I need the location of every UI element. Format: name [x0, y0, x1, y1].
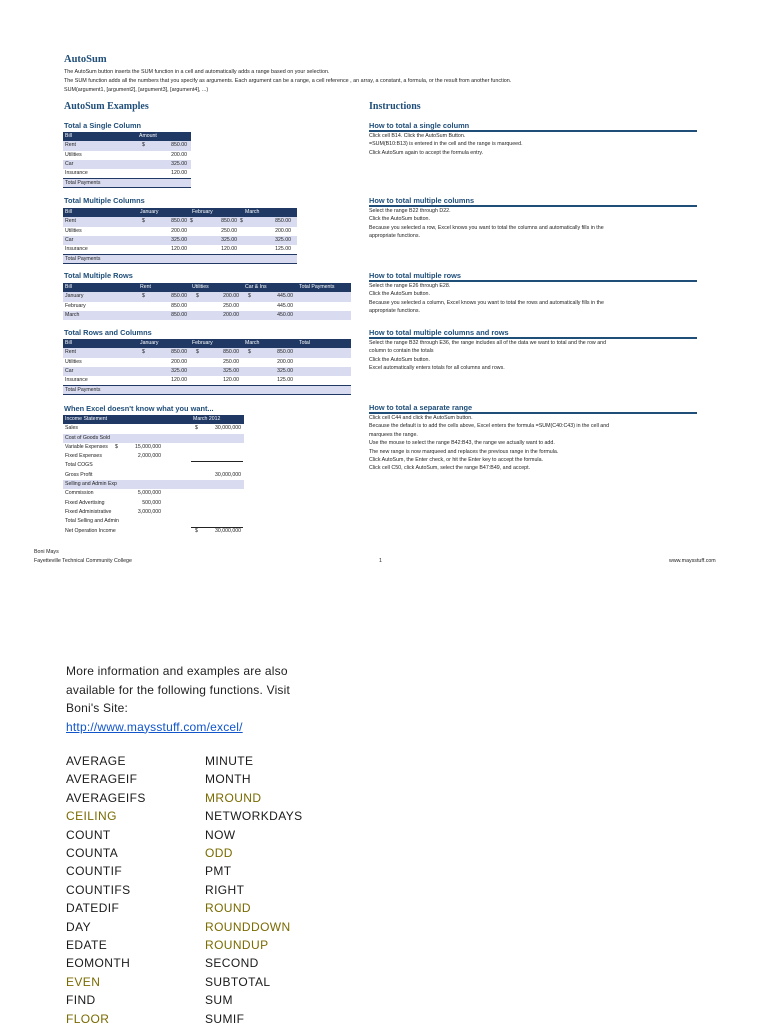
- instruction-line: Click the AutoSum button.: [369, 291, 430, 298]
- function-name: AVERAGEIFS: [66, 790, 146, 805]
- sum-rule: [191, 527, 243, 528]
- function-name: SECOND: [205, 956, 259, 971]
- function-name: FIND: [66, 993, 96, 1008]
- instruction-line: Because you selected a column, Excel knows you want to total the rows and automatically fills in the: [369, 299, 604, 306]
- header-cell: March 2012: [193, 416, 221, 422]
- function-name: DATEDIF: [66, 901, 120, 916]
- row-value: 5,000,000: [137, 490, 161, 497]
- function-name: CEILING: [66, 809, 117, 824]
- row-value: 30,000,000: [215, 471, 241, 478]
- function-name: PMT: [205, 864, 232, 879]
- footer-page-number: 1: [379, 558, 382, 564]
- multiple-columns-table: [63, 208, 297, 264]
- instruction-heading: How to total a single column: [369, 121, 470, 130]
- row-value: 2,000,000: [137, 453, 161, 460]
- function-name: AVERAGE: [66, 754, 126, 768]
- dollar-sign: $: [142, 142, 145, 149]
- row-label: Net Operation Income: [65, 527, 116, 534]
- function-name: NOW: [205, 827, 236, 842]
- function-name: SUBTOTAL: [205, 974, 271, 989]
- table-row: [63, 169, 191, 178]
- income-row: [63, 424, 244, 433]
- row-value: 250.00: [223, 358, 239, 365]
- row-value: 200.00: [275, 227, 291, 234]
- row-label: Car: [65, 367, 74, 374]
- intro-text: [64, 68, 511, 95]
- section-heading: Total Multiple Rows: [64, 271, 133, 280]
- row-value: 200.00: [223, 311, 239, 318]
- table-header-row: [63, 132, 191, 141]
- dollar-sign: $: [248, 349, 251, 356]
- row-label: Insurance: [65, 170, 88, 177]
- instruction-line: Use the mouse to select the range B42:B43, the range we actually want to add.: [369, 440, 555, 447]
- function-name: EVEN: [66, 974, 101, 989]
- header-cell: February: [192, 209, 213, 215]
- dollar-sign: $: [196, 293, 199, 300]
- total-label: Total Payments: [65, 256, 101, 263]
- row-label: Insurance: [65, 246, 88, 253]
- header-cell: Total: [299, 340, 310, 346]
- function-list-column-2: [205, 752, 303, 1024]
- function-name: MROUND: [205, 790, 262, 805]
- dollar-sign: $: [195, 527, 198, 534]
- sum-rule: [191, 461, 243, 462]
- row-value: 120.00: [223, 377, 239, 384]
- table-header-row: [63, 283, 351, 292]
- table-row: [63, 151, 191, 160]
- more-info-block: [66, 662, 290, 736]
- income-row: [63, 434, 244, 443]
- row-label: Car: [65, 236, 74, 243]
- income-row: [63, 461, 244, 470]
- header-cell: January: [140, 340, 159, 346]
- dollar-sign: $: [142, 349, 145, 356]
- row-value: 325.00: [223, 367, 239, 374]
- doc-title: AutoSum: [64, 54, 107, 65]
- instruction-line: =SUM(B10:B13) is entered in the cell and the range is marqueed.: [369, 141, 523, 148]
- table-row: [63, 236, 297, 245]
- function-name: RIGHT: [205, 882, 245, 897]
- instruction-line: appropriate functions.: [369, 308, 420, 315]
- section-heading: Total Rows and Columns: [64, 328, 152, 337]
- row-value: 445.00: [277, 293, 293, 300]
- instruction-steps: [369, 339, 697, 373]
- instruction-line: Click cell B14. Click the AutoSum Button.: [369, 133, 466, 139]
- row-value: 325.00: [171, 160, 187, 167]
- row-value: 125.00: [277, 377, 293, 384]
- instruction-steps: [369, 207, 697, 241]
- row-value: 120.00: [171, 170, 187, 177]
- total-row: [63, 254, 297, 263]
- table-row: [63, 302, 351, 311]
- function-name: ODD: [205, 846, 233, 861]
- row-value: 325.00: [171, 367, 187, 374]
- function-name: MINUTE: [205, 754, 254, 768]
- dollar-sign: $: [142, 218, 145, 225]
- instruction-line: Click cell C50, click AutoSum, select the range B47:B49, and accept.: [369, 465, 531, 472]
- row-label: Utilities: [65, 227, 82, 234]
- row-value: 125.00: [275, 246, 291, 253]
- row-value: 250.00: [221, 227, 237, 234]
- row-value: 325.00: [275, 236, 291, 243]
- dollar-sign: $: [190, 218, 193, 225]
- row-value: 325.00: [277, 367, 293, 374]
- function-name: EDATE: [66, 938, 108, 953]
- row-label: Fixed Expenses: [65, 453, 102, 460]
- total-label: Total Payments: [65, 387, 101, 394]
- row-label: Insurance: [65, 377, 88, 384]
- row-value: 30,000,000: [215, 425, 241, 432]
- row-value: 325.00: [221, 236, 237, 243]
- row-value: 15,000,000: [135, 443, 161, 450]
- header-cell: Total Payments: [299, 284, 335, 290]
- header-cell: March: [245, 340, 260, 346]
- row-value: 850.00: [171, 218, 187, 225]
- instruction-line: Select the range B32 through E36, the range includes all of the data we want to total and the row and: [369, 340, 607, 346]
- function-name: SUMIF: [205, 1011, 245, 1024]
- section-heading: Total a Single Column: [64, 121, 142, 130]
- row-label: February: [65, 302, 86, 309]
- income-row: [63, 452, 244, 461]
- row-label: Utilities: [65, 151, 82, 158]
- dollar-sign: $: [195, 425, 198, 432]
- income-rows: [63, 424, 244, 536]
- instruction-line: Excel automatically enters totals for all columns and rows.: [369, 365, 505, 372]
- footer-author: Boni Mays: [34, 549, 59, 555]
- income-row: [63, 499, 244, 508]
- instruction-line: Click the AutoSum button.: [369, 216, 430, 223]
- row-label: Selling and Admin Exp: [65, 481, 117, 488]
- income-statement-table: [63, 415, 244, 536]
- header-cell: Income Statement: [65, 416, 108, 422]
- row-value: 850.00: [171, 293, 187, 300]
- instruction-steps: [369, 282, 697, 316]
- function-name: COUNTIFS: [66, 882, 131, 897]
- table-row: [63, 245, 297, 254]
- instruction-line: Because the default is to add the cells above, Excel enters the formula =SUM(C40:C43) in the cell and: [369, 423, 610, 430]
- instruction-heading: How to total multiple columns: [369, 196, 475, 205]
- row-value: 120.00: [171, 246, 187, 253]
- function-name: AVERAGEIF: [66, 772, 138, 787]
- table-header-row: [63, 415, 244, 424]
- instruction-block: [369, 196, 697, 241]
- row-value: 850.00: [221, 218, 237, 225]
- instruction-steps: [369, 132, 697, 157]
- row-label: Utilities: [65, 358, 82, 365]
- table-row: [63, 292, 351, 301]
- footer-site: www.maysstuff.com: [669, 558, 716, 564]
- table-row: [63, 311, 351, 320]
- function-name: FLOOR: [66, 1011, 110, 1024]
- header-cell: Bill: [65, 133, 72, 139]
- single-column-table: [63, 132, 191, 188]
- row-value: 850.00: [275, 218, 291, 225]
- function-name: COUNTA: [66, 846, 119, 861]
- header-cell: February: [192, 340, 213, 346]
- function-name: COUNTIF: [66, 864, 123, 879]
- dollar-sign: $: [142, 293, 145, 300]
- function-name: COUNT: [66, 827, 111, 842]
- instruction-heading: How to total multiple rows: [369, 271, 461, 280]
- intro-line: SUM(argument1, [argument2], [argument3], [argument4], ...): [64, 87, 209, 93]
- income-row: [63, 517, 244, 526]
- function-name: DAY: [66, 919, 91, 934]
- header-cell: Bill: [65, 284, 72, 290]
- more-info-line: Boni's Site:: [66, 701, 129, 715]
- function-name: NETWORKDAYS: [205, 809, 303, 824]
- examples-heading: AutoSum Examples: [64, 101, 149, 112]
- total-row: [63, 178, 191, 187]
- dollar-sign: $: [196, 349, 199, 356]
- row-value: 30,000,000: [215, 527, 241, 534]
- row-label: Total Selling and Admin: [65, 518, 119, 525]
- row-label: Commission: [65, 490, 94, 497]
- row-label: Rent: [65, 218, 76, 225]
- instruction-line: column to contain the totals: [369, 348, 434, 355]
- row-label: Rent: [65, 349, 76, 356]
- row-value: 200.00: [171, 358, 187, 365]
- income-row: [63, 489, 244, 498]
- table-row: [63, 367, 351, 376]
- instruction-line: Select the range B22 through D22.: [369, 208, 451, 214]
- total-row: [63, 385, 351, 394]
- row-label: Cost of Goods Sold: [65, 434, 110, 441]
- instruction-line: The new range is now marqueed and replaces the previous range in the formula.: [369, 448, 559, 455]
- header-cell: Car & Ins: [245, 284, 267, 290]
- multiple-rows-table: [63, 283, 351, 320]
- table-row: [63, 141, 191, 150]
- dollar-sign: $: [248, 293, 251, 300]
- header-cell: Utilities: [192, 284, 209, 290]
- instruction-block: [369, 271, 697, 316]
- table-header-row: [63, 339, 351, 348]
- table-row: [63, 217, 297, 226]
- intro-line: The AutoSum button inserts the SUM function in a cell and automatically adds a range based on your selection.: [64, 69, 330, 75]
- row-label: Variable Expenses: [65, 443, 108, 450]
- row-value: 445.00: [277, 302, 293, 309]
- instruction-line: Click AutoSum again to accept the formula entry.: [369, 149, 484, 156]
- instruction-line: marquees the range.: [369, 431, 418, 438]
- instructions-heading: Instructions: [369, 101, 421, 112]
- row-value: 850.00: [171, 349, 187, 356]
- row-value: 325.00: [171, 236, 187, 243]
- row-value: 850.00: [171, 142, 187, 149]
- instruction-heading: How to total multiple columns and rows: [369, 328, 509, 337]
- table-row: [63, 160, 191, 169]
- table-row: [63, 358, 351, 367]
- footer-college: Fayetteville Technical Community College: [34, 558, 132, 564]
- more-info-line: available for the following functions. Visit: [66, 682, 291, 697]
- row-label: Car: [65, 160, 74, 167]
- instruction-line: Click AutoSum, the Enter check, or hit the Enter key to accept the formula.: [369, 457, 543, 464]
- income-row: [63, 443, 244, 452]
- row-label: Fixed Advertising: [65, 499, 105, 506]
- section-heading: When Excel doesn't know what you want...: [64, 404, 214, 413]
- row-value: 200.00: [277, 358, 293, 365]
- instruction-steps: [369, 414, 697, 473]
- header-cell: Bill: [65, 340, 72, 346]
- row-value: 850.00: [223, 349, 239, 356]
- header-cell: January: [140, 209, 159, 215]
- site-link[interactable]: http://www.maysstuff.com/excel/: [66, 719, 243, 734]
- function-name: MONTH: [205, 772, 251, 787]
- income-row: [63, 480, 244, 489]
- header-cell: Amount: [139, 133, 157, 139]
- row-value: 200.00: [171, 227, 187, 234]
- row-label: January: [65, 293, 84, 300]
- instruction-line: Click the AutoSum button.: [369, 356, 430, 363]
- row-value: 3,000,000: [137, 508, 161, 515]
- function-list-column-1: [66, 752, 146, 1024]
- rows-and-columns-table: [63, 339, 351, 395]
- function-name: ROUNDDOWN: [205, 919, 291, 934]
- table-row: [63, 348, 351, 357]
- row-label: Gross Profit: [65, 471, 93, 478]
- row-value: 200.00: [171, 151, 187, 158]
- dollar-sign: $: [115, 443, 118, 450]
- row-value: 120.00: [221, 246, 237, 253]
- income-row: [63, 527, 244, 536]
- function-name: EOMONTH: [66, 956, 131, 971]
- instruction-heading: How to total a separate range: [369, 403, 473, 412]
- row-value: 850.00: [277, 349, 293, 356]
- header-cell: March: [245, 209, 260, 215]
- function-name: ROUND: [205, 901, 251, 916]
- header-cell: Rent: [140, 284, 151, 290]
- function-name: SUM: [205, 993, 233, 1008]
- income-row: [63, 471, 244, 480]
- dollar-sign: $: [240, 218, 243, 225]
- row-value: 850.00: [171, 311, 187, 318]
- total-label: Total Payments: [65, 180, 101, 187]
- intro-line: The SUM function adds all the numbers that you specify as arguments. Each argument can be a range, a cell reference , an array, a constant, a formula, or the result from another function.: [64, 78, 512, 84]
- instruction-line: appropriate functions.: [369, 233, 420, 240]
- table-header-row: [63, 208, 297, 217]
- table-row: [63, 376, 351, 385]
- row-value: 450.00: [277, 311, 293, 318]
- section-heading: Total Multiple Columns: [64, 196, 145, 205]
- row-value: 850.00: [171, 302, 187, 309]
- row-label: Sales: [65, 425, 78, 432]
- row-value: 500,000: [142, 499, 161, 506]
- row-label: Total COGS: [65, 462, 93, 469]
- function-name: ROUNDUP: [205, 938, 269, 953]
- row-label: Fixed Administrative: [65, 508, 112, 515]
- row-label: March: [65, 311, 80, 318]
- row-value: 120.00: [171, 377, 187, 384]
- instruction-block: [369, 328, 697, 373]
- instruction-line: Select the range E26 through E28.: [369, 283, 451, 289]
- instruction-block: [369, 121, 697, 157]
- header-cell: Bill: [65, 209, 72, 215]
- more-info-line: More information and examples are also: [66, 664, 288, 678]
- row-label: Rent: [65, 142, 76, 149]
- row-value: 250.00: [223, 302, 239, 309]
- income-row: [63, 508, 244, 517]
- row-value: 200.00: [223, 293, 239, 300]
- table-row: [63, 227, 297, 236]
- instruction-line: Because you selected a row, Excel knows you want to total the columns and automatically fills in the: [369, 224, 604, 231]
- instruction-line: Click cell C44 and click the AutoSum button.: [369, 415, 473, 421]
- instruction-block: [369, 403, 697, 473]
